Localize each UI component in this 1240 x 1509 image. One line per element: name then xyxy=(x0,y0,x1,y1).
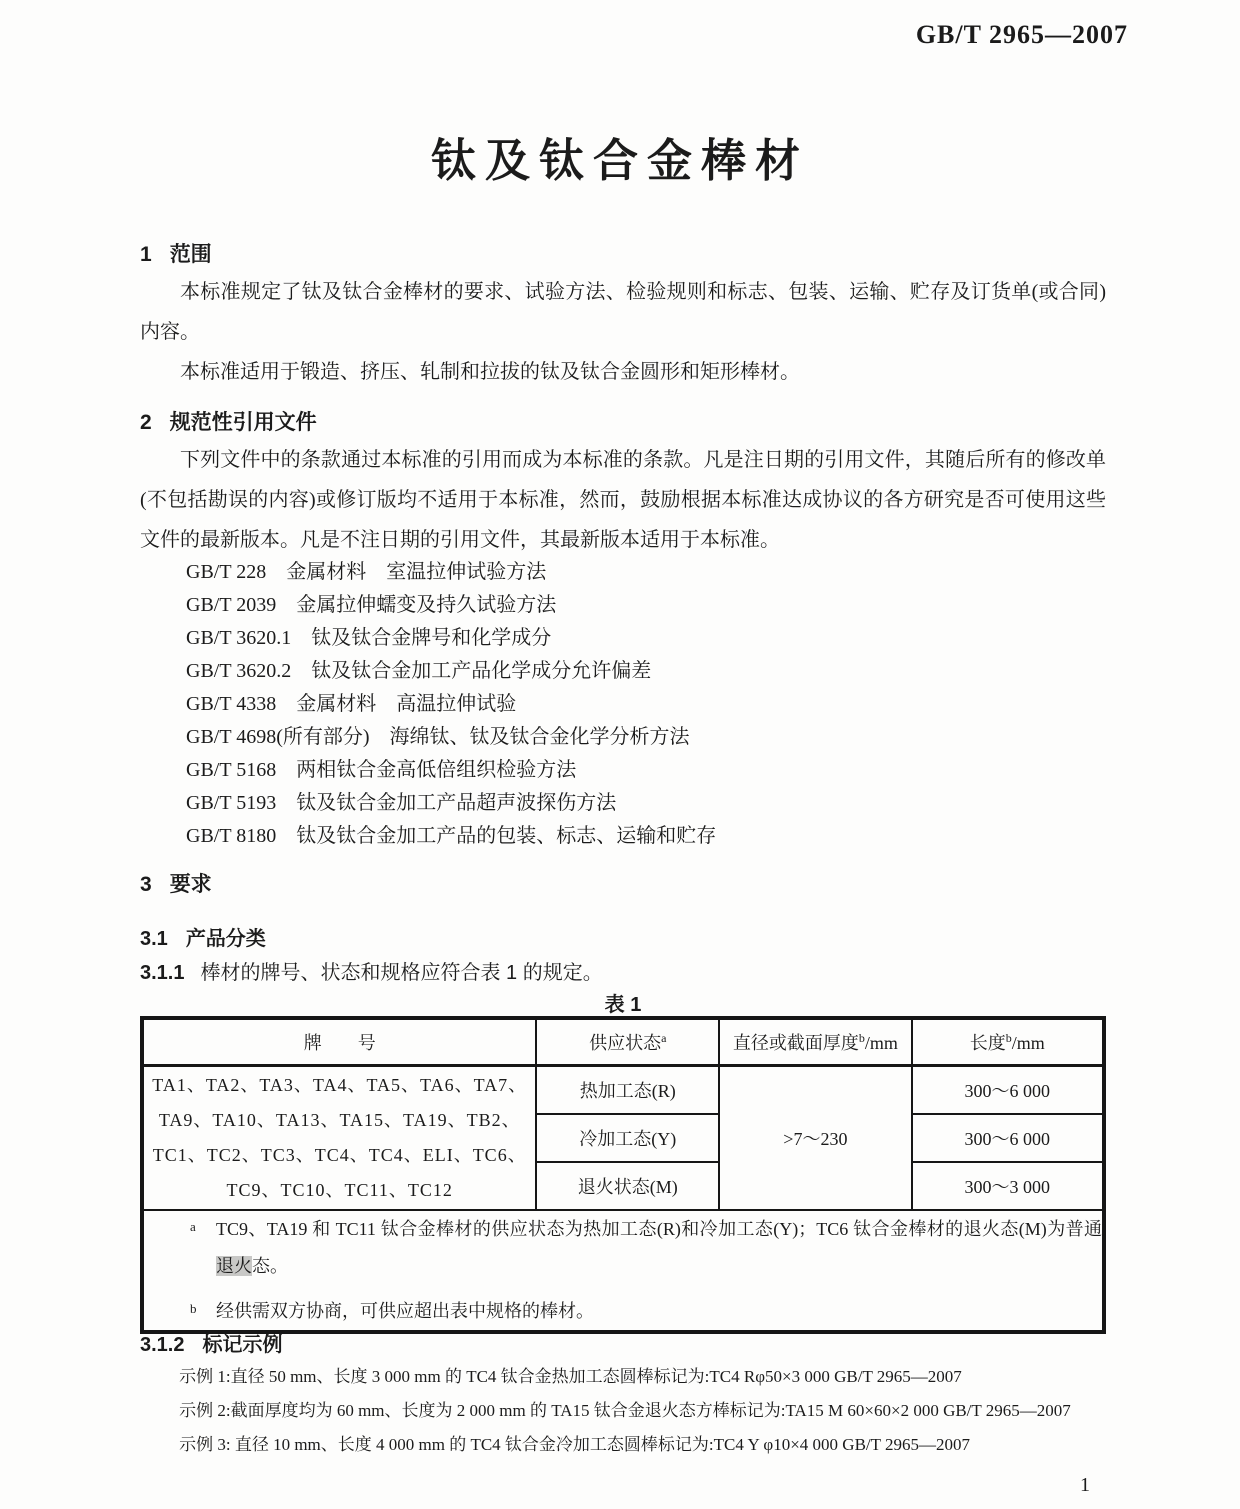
footnote-marker-a: a xyxy=(661,1031,667,1045)
reference-item: GB/T 2039 金属拉伸蠕变及持久试验方法 xyxy=(186,594,557,616)
example-2: 示例 2:截面厚度均为 60 mm、长度为 2 000 mm 的 TA15 钛合金退火态方棒标记为:TA15 M 60×60×2 000 GB/T 2965—2007 xyxy=(179,1401,1071,1420)
section-1-heading xyxy=(140,238,1106,268)
section-3-1-number: 3.1 xyxy=(140,928,168,950)
length-cell: 300～3 000 xyxy=(912,1162,1104,1210)
table-header-row xyxy=(142,1018,1104,1066)
grade-header-cell xyxy=(142,1018,536,1066)
diameter-header-unit: /mm xyxy=(864,1033,898,1053)
references-list xyxy=(140,556,1106,853)
length-cell: 300～6 000 xyxy=(912,1114,1104,1162)
table-notes-cell xyxy=(142,1210,1104,1332)
section-2-number: 2 xyxy=(140,411,152,434)
reference-item: GB/T 4338 金属材料 高温拉伸试验 xyxy=(186,693,517,715)
clause-3-1-1-number: 3.1.1 xyxy=(140,962,185,984)
table-notes-row xyxy=(142,1210,1104,1332)
section-3-title: 要求 xyxy=(169,873,212,896)
section-2-title: 规范性引用文件 xyxy=(169,411,317,434)
section-2-heading xyxy=(140,406,1106,436)
diameter-header-cell xyxy=(719,1018,911,1066)
table-1 xyxy=(140,1016,1106,1334)
note-b-text: 经供需双方协商，可供应超出表中规格的棒材。 xyxy=(216,1301,594,1321)
supply-state-cell: 冷加工态(Y) xyxy=(536,1114,719,1162)
note-a-text-end: 态。 xyxy=(252,1256,288,1276)
clause-3-1-1-text: 棒材的牌号、状态和规格应符合表 1 的规定。 xyxy=(200,962,603,984)
section-3-1-2-heading xyxy=(140,1328,1106,1357)
length-header-unit: /mm xyxy=(1011,1033,1045,1053)
reference-item: GB/T 228 金属材料 室温拉伸试验方法 xyxy=(186,561,547,583)
note-b-marker: b xyxy=(190,1301,197,1316)
table-note-a xyxy=(144,1211,1102,1285)
scope-paragraph-1: 本标准规定了钛及钛合金棒材的要求、试验方法、检验规则和标志、包装、运输、贮存及订货单(或合同)内容。 xyxy=(140,281,1106,343)
grade-header-label: 牌 号 xyxy=(303,1033,376,1053)
standard-code: GB/T 2965—2007 xyxy=(915,20,1128,49)
reference-item: GB/T 5193 钛及钛合金加工产品超声波探伤方法 xyxy=(186,792,617,814)
section-3-1-2-title: 标记示例 xyxy=(202,1334,283,1356)
section-1-title: 范围 xyxy=(169,243,212,266)
table-note-b xyxy=(144,1293,1102,1330)
reference-item: GB/T 3620.1 钛及钛合金牌号和化学成分 xyxy=(186,627,552,649)
reference-item: GB/T 4698(所有部分) 海绵钛、钛及钛合金化学分析方法 xyxy=(186,726,690,748)
reference-item: GB/T 5168 两相钛合金高低倍组织检验方法 xyxy=(186,759,577,781)
document-title: 钛及钛合金棒材 xyxy=(430,135,809,186)
length-cell: 300～6 000 xyxy=(912,1066,1104,1115)
supply-state-header-label: 供应状态 xyxy=(589,1033,662,1053)
page-number: 1 xyxy=(1080,1474,1090,1496)
example-1: 示例 1:直径 50 mm、长度 3 000 mm 的 TC4 钛合金热加工态圆棒标记为:TC4 Rφ50×3 000 GB/T 2965—2007 xyxy=(179,1367,962,1386)
section-3-1-title: 产品分类 xyxy=(185,928,266,950)
diameter-header-label: 直径或截面厚度 xyxy=(732,1033,859,1053)
length-header-cell xyxy=(912,1018,1104,1066)
marking-examples xyxy=(140,1360,1106,1462)
table-caption: 表 1 xyxy=(604,994,642,1016)
example-3: 示例 3: 直径 10 mm、长度 4 000 mm 的 TC4 钛合金冷加工态圆棒标记为:TC4 Y φ10×4 000 GB/T 2965—2007 xyxy=(179,1435,970,1454)
supply-state-cell: 退火状态(M) xyxy=(536,1162,719,1210)
section-3-number: 3 xyxy=(140,873,152,896)
reference-item: GB/T 8180 钛及钛合金加工产品的包装、标志、运输和贮存 xyxy=(186,825,717,847)
references-intro-paragraph: 下列文件中的条款通过本标准的引用而成为本标准的条款。凡是注日期的引用文件，其随后所有的修改单(不包括勘误的内容)或修订版均不适用于本标准，然而，鼓励根据本标准达成协议的各方研究是否可使用这些文件的最新版本。凡是不注日期的引用文件，其最新版本适用于本标准。 xyxy=(140,449,1106,551)
footnote-marker-b: b xyxy=(1005,1031,1012,1045)
scope-paragraph-2: 本标准适用于锻造、挤压、轧制和拉拔的钛及钛合金圆形和矩形棒材。 xyxy=(180,361,800,383)
grade-cell: TA1、TA2、TA3、TA4、TA5、TA6、TA7、TA9、TA10、TA13、TA15、TA19、TB2、TC1、TC2、TC3、TC4、TC4、ELI、TC6、TC9、TC10、TC11、TC12 xyxy=(142,1066,536,1211)
note-a-highlighted-text: 退火 xyxy=(216,1256,252,1276)
length-header-label: 长度 xyxy=(969,1033,1006,1053)
note-a-marker: a xyxy=(190,1219,196,1234)
clause-3-1-1 xyxy=(140,956,1106,985)
footnote-marker-b: b xyxy=(858,1031,865,1045)
supply-state-header-cell xyxy=(536,1018,719,1066)
section-1-number: 1 xyxy=(140,243,152,266)
table-row xyxy=(142,1066,1104,1115)
reference-item: GB/T 3620.2 钛及钛合金加工产品化学成分允许偏差 xyxy=(186,660,652,682)
diameter-cell: >7～230 xyxy=(719,1066,911,1211)
supply-state-cell: 热加工态(R) xyxy=(536,1066,719,1115)
section-3-1-heading xyxy=(140,922,1106,951)
section-3-1-2-number: 3.1.2 xyxy=(140,1334,185,1356)
note-a-text: TC9、TA19 和 TC11 钛合金棒材的供应状态为热加工态(R)和冷加工态(Y)；TC6 钛合金棒材的退火态(M)为普通 xyxy=(216,1219,1102,1239)
section-3-heading xyxy=(140,868,1106,898)
